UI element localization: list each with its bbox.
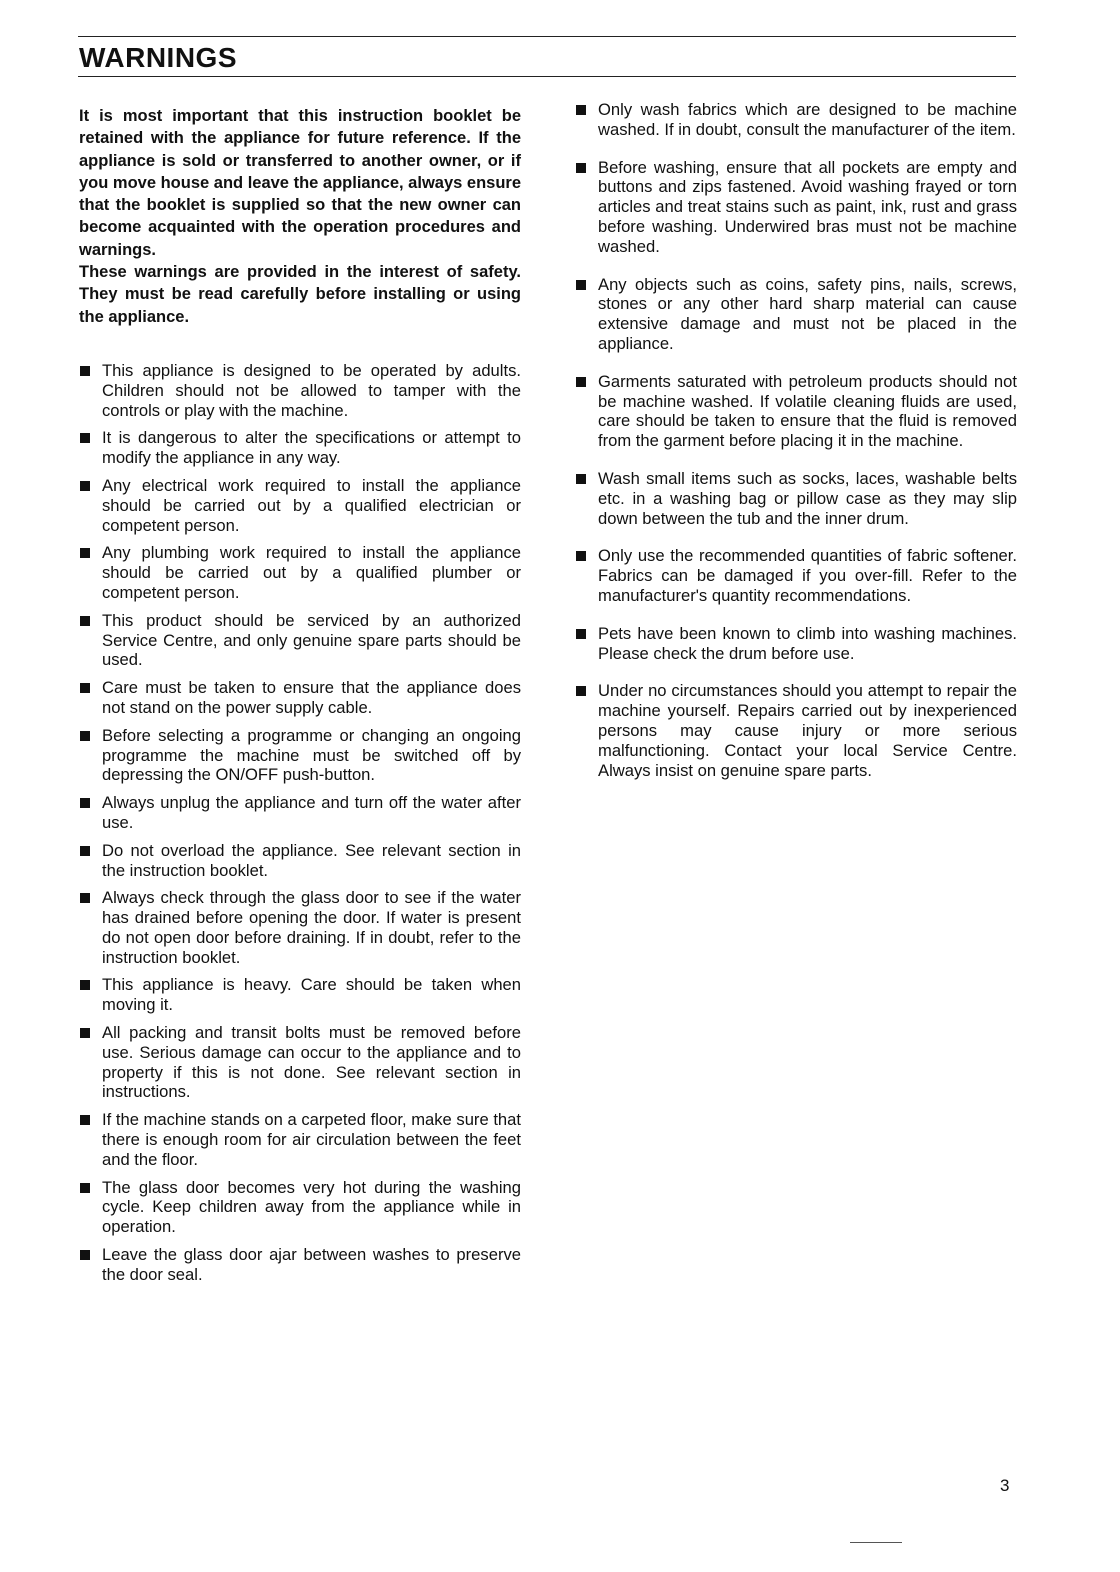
list-item — [79, 793, 521, 833]
page-title: WARNINGS — [79, 42, 237, 73]
list-item-text: It is dangerous to alter the specifications or attempt to modify the appliance in any way. — [102, 428, 521, 468]
square-bullet-icon — [80, 1115, 90, 1125]
list-item-text: If the machine stands on a carpeted floor, make sure that there is enough room for air circulation between the feet and the floor. — [102, 1110, 521, 1169]
list-item — [575, 624, 1017, 664]
list-item-text: Wash small items such as socks, laces, washable belts etc. in a washing bag or pillow case as they may slip down between the tub and the inner drum. — [598, 468, 1017, 528]
list-item — [79, 543, 521, 602]
list-item — [79, 361, 521, 420]
footer-rule — [850, 1542, 902, 1543]
square-bullet-icon — [576, 474, 586, 484]
header-rule-bottom — [78, 76, 1016, 77]
list-item-text: Any electrical work required to install the appliance should be carried out by a qualified electrician or competent person. — [102, 475, 521, 535]
list-item — [79, 1023, 521, 1102]
list-item — [79, 841, 521, 881]
square-bullet-icon — [80, 893, 90, 903]
list-item-text: Garments saturated with petroleum products should not be machine washed. If volatile cleaning fluids are used, care should be taken to ensure that the fluid is removed from the garment before placing it in the machine. — [598, 371, 1017, 451]
list-item — [575, 546, 1017, 605]
list-item-text: Pets have been known to climb into washing machines. Please check the drum before use. — [598, 623, 1017, 663]
list-item-text: Any plumbing work required to install the appliance should be carried out by a qualified plumber or competent person. — [102, 543, 521, 602]
list-item-text: Only use the recommended quantities of fabric softener. Fabrics can be damaged if you over-fill. Refer to the manufacturer's quantity recommendations. — [598, 546, 1017, 605]
list-item — [575, 469, 1017, 528]
list-item — [575, 275, 1017, 354]
list-item — [79, 428, 521, 468]
list-item-text: Always check through the glass door to see if the water has drained before opening the door. If water is present do not open door before draining. If in doubt, refer to the instruction booklet. — [102, 888, 521, 967]
square-bullet-icon — [80, 1250, 90, 1260]
right-column — [575, 100, 1017, 798]
list-item — [79, 726, 521, 785]
list-item — [79, 975, 521, 1015]
list-item-text: The glass door becomes very hot during the washing cycle. Keep children away from the appliance while in operation. — [102, 1177, 521, 1237]
list-item-text: Under no circumstances should you attempt to repair the machine yourself. Repairs carried out by inexperienced persons may cause injury or more serious malfunctioning. Contact your local Service Centre. Always insist on genuine spare parts. — [598, 681, 1017, 780]
square-bullet-icon — [576, 551, 586, 561]
intro-paragraph-retain-booklet: It is most important that this instruction booklet be retained with the appliance for future reference. If the appliance is sold or transferred to another owner, or if you move house and leave the appliance, always ensure that the booklet is supplied so that the new owner can become acquainted with the operation procedures and warnings. — [79, 107, 522, 259]
list-item-text: This appliance is designed to be operated by adults. Children should not be allowed to tamper with the controls or play with the machine. — [102, 360, 521, 420]
square-bullet-icon — [80, 683, 90, 693]
square-bullet-icon — [80, 731, 90, 741]
list-item-text: This appliance is heavy. Care should be taken when moving it. — [102, 975, 521, 1015]
list-item — [79, 888, 521, 967]
list-item — [79, 1110, 521, 1169]
square-bullet-icon — [576, 280, 586, 290]
right-warning-list — [575, 100, 1017, 780]
square-bullet-icon — [80, 616, 90, 626]
list-item-text: Any objects such as coins, safety pins, nails, screws, stones or any other hard sharp material can cause extensive damage and must not be placed in the appliance. — [598, 274, 1017, 353]
list-item — [575, 372, 1017, 451]
square-bullet-icon — [80, 548, 90, 558]
intro-block — [79, 105, 521, 328]
square-bullet-icon — [576, 629, 586, 639]
square-bullet-icon — [80, 481, 90, 491]
list-item — [79, 678, 521, 718]
left-column — [79, 100, 521, 1293]
list-item — [79, 476, 521, 535]
square-bullet-icon — [80, 1028, 90, 1038]
square-bullet-icon — [80, 433, 90, 443]
list-item-text: Leave the glass door ajar between washes to preserve the door seal. — [102, 1245, 521, 1284]
list-item-text: Do not overload the appliance. See relevant section in the instruction booklet. — [102, 840, 521, 880]
square-bullet-icon — [576, 686, 586, 696]
intro-paragraph-safety: These warnings are provided in the interest of safety. They must be read carefully before installing or using the appliance. — [79, 263, 521, 326]
list-item-text: This product should be serviced by an authorized Service Centre, and only genuine spare parts should be used. — [102, 610, 521, 670]
list-item-text: Care must be taken to ensure that the appliance does not stand on the power supply cable. — [102, 678, 521, 717]
square-bullet-icon — [80, 980, 90, 990]
square-bullet-icon — [576, 105, 586, 115]
square-bullet-icon — [80, 366, 90, 376]
left-warning-list — [79, 361, 521, 1285]
list-item — [79, 1178, 521, 1237]
list-item — [575, 681, 1017, 780]
page-number: 3 — [1000, 1476, 1010, 1495]
list-item — [575, 100, 1017, 140]
list-item — [79, 611, 521, 670]
square-bullet-icon — [80, 846, 90, 856]
square-bullet-icon — [80, 1183, 90, 1193]
list-item-text: All packing and transit bolts must be removed before use. Serious damage can occur to the appliance and to property if this is not done. See relevant section in instructions. — [102, 1023, 521, 1102]
list-item-text: Before washing, ensure that all pockets are empty and buttons and zips fastened. Avoid washing frayed or torn articles and treat stains such as paint, ink, rust and grass before washing. Underwired bras must not be machine washed. — [598, 157, 1017, 256]
square-bullet-icon — [80, 798, 90, 808]
header-rule-top — [78, 36, 1016, 37]
list-item-text: Before selecting a programme or changing an ongoing programme the machine must be switched off by depressing the ON/OFF push-button. — [102, 725, 521, 785]
list-item-text: Always unplug the appliance and turn off the water after use. — [102, 793, 521, 832]
list-item — [79, 1245, 521, 1285]
square-bullet-icon — [576, 377, 586, 387]
list-item — [575, 158, 1017, 257]
list-item-text: Only wash fabrics which are designed to be machine washed. If in doubt, consult the manufacturer of the item. — [598, 100, 1017, 139]
square-bullet-icon — [576, 163, 586, 173]
